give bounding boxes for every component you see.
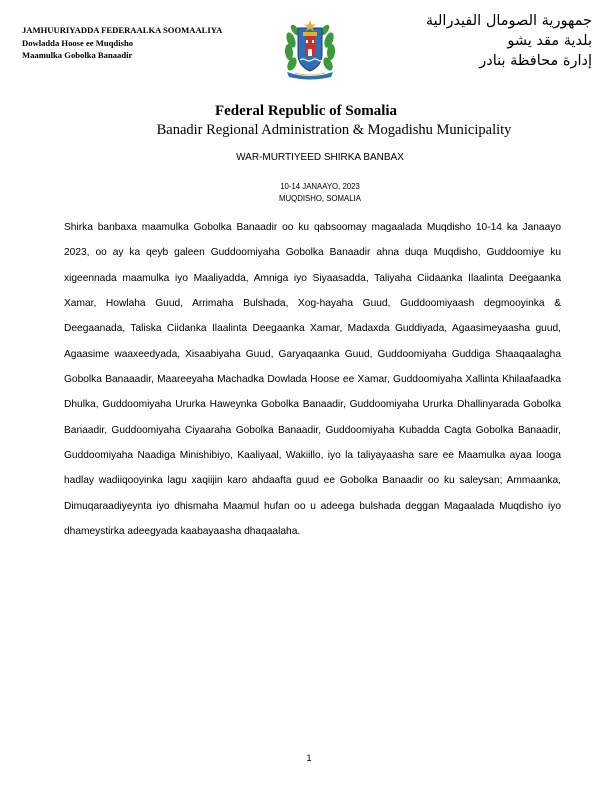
dateline — [0, 181, 612, 205]
report-heading: WAR-MURTIYEED SHIRKA BANBAX — [236, 152, 404, 163]
body-paragraph: Shirka banbaxa maamulka Gobolka Banaadir oo ku qabsoomay magaalada Muqdisho 10-14 ka Janaayo 2023, oo ay ka qeyb galeen Guddoomiyaha Gobolka Banaadir ahna duqa Muqdisho, Guddoomiye ku xigeennada maamulka iyo Maaliyadda, Amniga iyo Siyaasadda, Taliyaha Ciidaanka Ilaalinta Deegaanka Xamar, Howlaha Guud, Arrimaha Bulshada, Xog-hayaha Guud, Guddoomiyaash degmooyinka & Deegaanada, Taliska Ciidanka Ilaalinta Deegaanka Xamar, Madaxda Guddiyada, Agaasimeyaasha guud, Agaasime waaxeedyada, Xisaabiyaha Guud, Garyaqaanka Guud, Guddoomiyaha Guddiga Shaaqaalagha Gobolka Banaaadir, Maareeyaha Machadka Dowlada Hoose ee Xamar, Guddoomiyaha Xallinta Khilaafaadka Dhulka, Guddoomiyaha Ururka Haweynka Gobolka Banaadir, Guddoomiyaha Ururka Dhallinyarada Gobolka Banaadir, Guddoomiyaha Ciyaaraha Gobolka Banaadir, Guddoomiyaha Kubadda Cagta Gobolka Banaadir, Guddoomiyaha Naadiga Minishibiyo, Kaaliyaal, Wakiillo, iyo la taliyayaasha sare ee Maamulka ayaa looga hadlay wadiiqooyinka lagu xaqiijin karo ahdaafta guud ee Gobolka Banaadir oo ku saleysan; Ammaanka, Dimuqaraadiyeynta iyo dhismaha Maamul hufan oo u adeega bulshada deggan Magaalada Muqdisho iyo dhameystirka adeegyada kaabayaasha dhaqaalaha. — [64, 222, 561, 538]
header-left-line-1: JAMHUURIYADDA FEDERAALKA SOOMAALIYA — [22, 25, 223, 35]
dateline-place: MUQDISHO, SOMALIA — [279, 194, 361, 203]
page-number: 1 — [306, 753, 312, 763]
header-left — [22, 24, 222, 62]
header-left-line-2: Dowladda Hoose ee Muqdisho — [22, 37, 134, 48]
dateline-date: 10-14 JANAAYO, 2023 — [280, 182, 360, 191]
header-left-line-3: Maamulka Gobolka Banaadir — [22, 50, 133, 60]
document-subtitle: Banadir Regional Administration & Mogadishu Municipality — [156, 122, 512, 138]
coat-of-arms-icon — [281, 16, 339, 80]
header-right-line-3: إدارة محافظة بنادر — [479, 53, 592, 69]
document-title: Federal Republic of Somalia — [214, 103, 398, 119]
header-right-line-1: جمهورية الصومال الفيدرالية — [425, 13, 592, 29]
header-right-line-2: بلدية مقد يشو — [507, 33, 592, 49]
header-right — [426, 11, 592, 71]
